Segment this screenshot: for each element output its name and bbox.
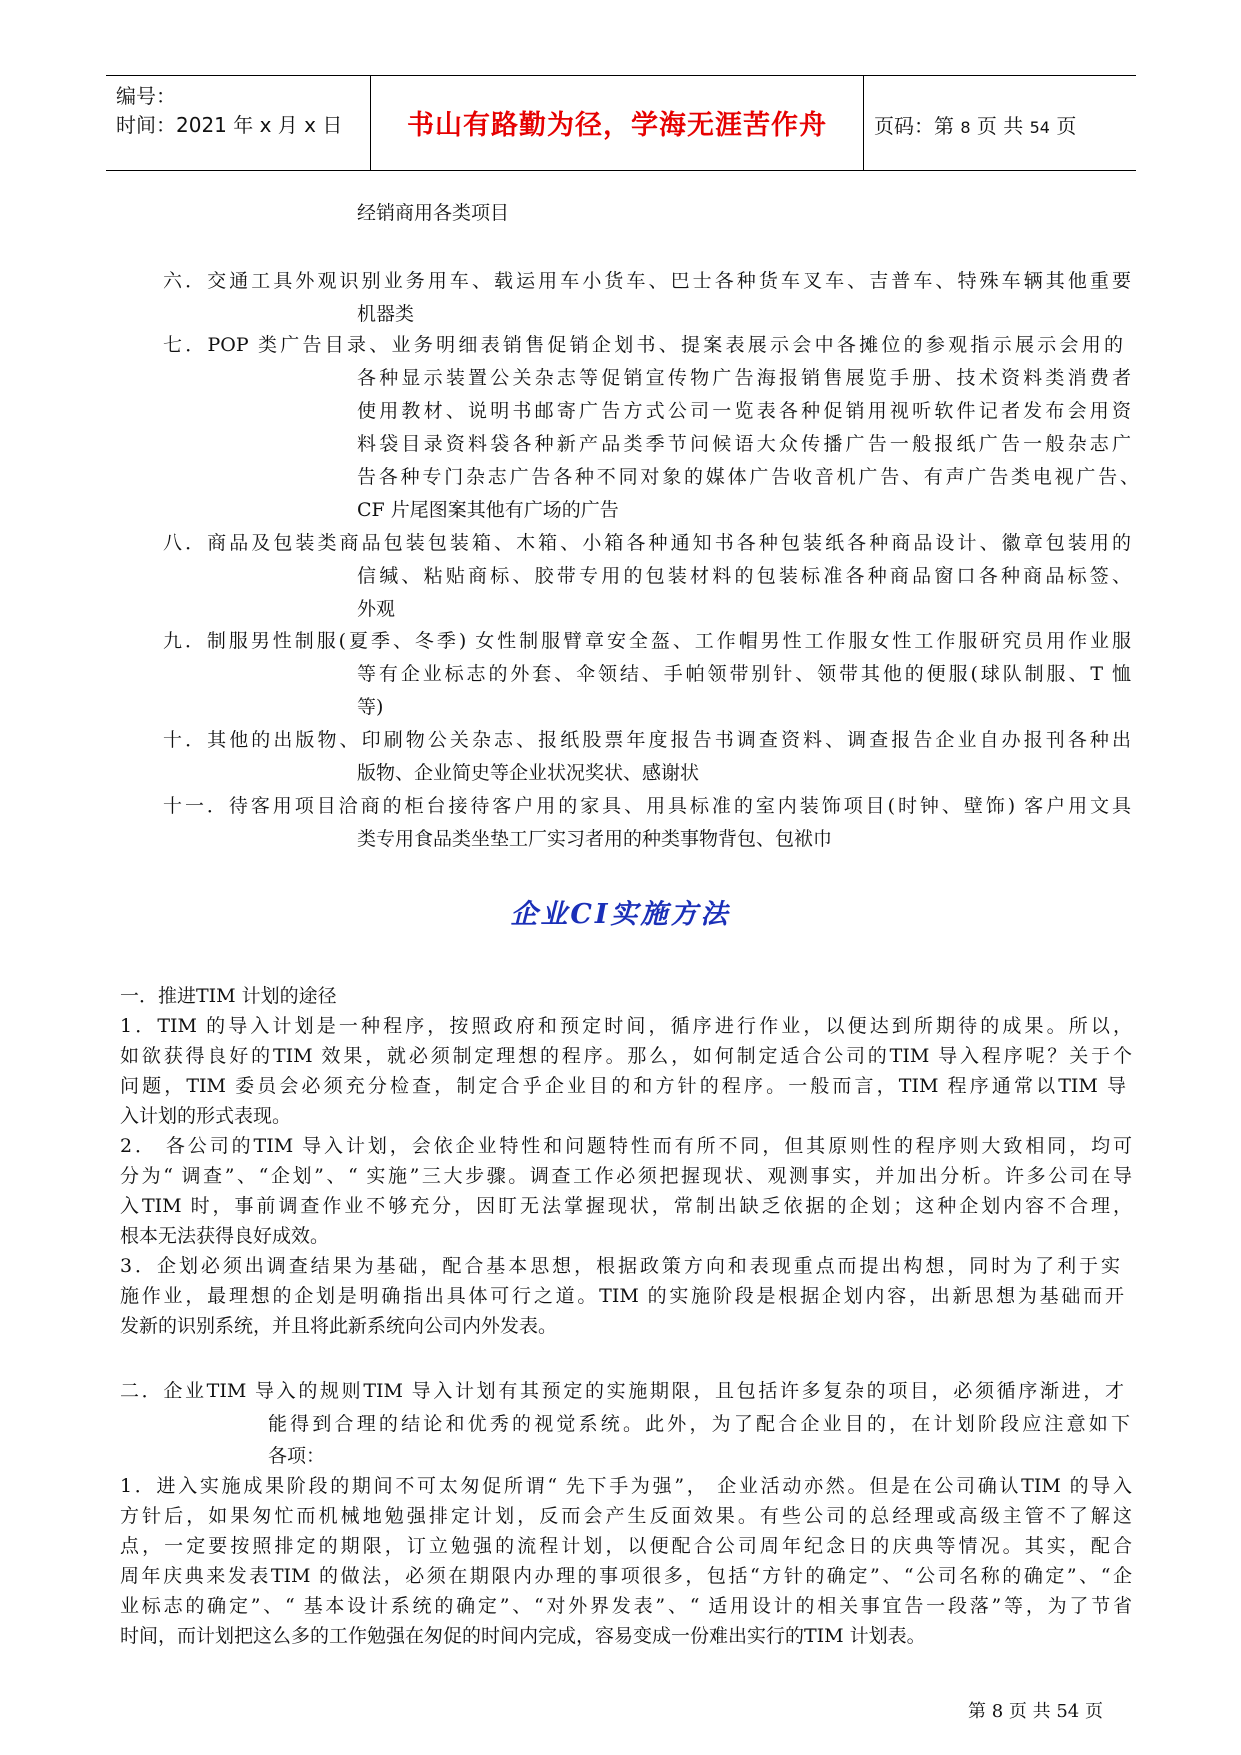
list-cont-line: 使用教材、说明书邮寄广告方式公司一览表各种促销用视听软件记者发布会用资 <box>357 400 1131 422</box>
list-cont-line: 等有企业标志的外套、伞领结、手帕领带别针、领带其他的便服(球队制服、T 恤 <box>357 663 1131 685</box>
body-line: 能得到合理的结论和优秀的视觉系统。此外，为了配合企业目的，在计划阶段应注意如下 <box>268 1413 1130 1435</box>
date-label: 时间：2021 年 x 月 x 日 <box>116 113 343 137</box>
body-line: 施作业，最理想的企划是明确指出具体可行之道。TIM 的实施阶段是根据企划内容，出新思想为基础而开 <box>120 1285 1124 1307</box>
header-info-cell <box>106 76 370 170</box>
body-line: 一．推进TIM 计划的途径 <box>120 985 337 1007</box>
page-indicator <box>874 110 1076 139</box>
page-prefix: 页码：第 <box>874 114 961 138</box>
list-lead-line: 六．交通工具外观识别业务用车、载运用车小货车、巴士各种货车叉车、吉普车、特殊车辆其他重要 <box>163 270 1131 292</box>
list-lead-line: 十．其他的出版物、印刷物公关杂志、报纸股票年度报告书调查资料、调查报告企业自办报刊各种出 <box>163 729 1131 751</box>
list-cont-line: 信缄、粘贴商标、胶带专用的包装材料的包装标准各种商品窗口各种商品标签、 <box>357 565 1131 587</box>
page-suffix: 页 <box>1049 114 1077 138</box>
list-cont-line: CF 片尾图案其他有广场的广告 <box>357 499 619 521</box>
body-line: 1．进入实施成果阶段的期间不可太匆促所谓“ 先下手为强”， 企业活动亦然。但是在公司确认TIM 的导入 <box>120 1475 1132 1497</box>
list-cont-line: 外观 <box>357 598 396 620</box>
motto: 书山有路勤为径，学海无涯苦作舟 <box>407 110 827 141</box>
body-line: 业标志的确定”、“ 基本设计系统的确定”、“对外界发表”、“ 适用设计的相关事宜告一段落”等，为了节省 <box>120 1595 1132 1617</box>
body-line: 周年庆典来发表TIM 的做法，必须在期限内办理的事项很多，包括“方针的确定”、“公司名称的确定”、“企 <box>120 1565 1132 1587</box>
list-lead-line: 十一．待客用项目洽商的柜台接待客户用的家具、用具标准的室内装饰项目(时钟、壁饰) 客户用文具 <box>163 795 1131 817</box>
body-line: 分为“ 调查”、“企划”、“ 实施”三大步骤。调查工作必须把握现状、观测事实，并加出分析。许多公司在导 <box>120 1165 1132 1187</box>
list-cont-line: 机器类 <box>357 303 415 325</box>
page-footer: 第 8 页 共 54 页 <box>968 1701 1103 1722</box>
list-lead-line: 九．制服男性制服(夏季、冬季) 女性制服臂章安全盔、工作帽男性工作服女性工作服研究员用作业服 <box>163 630 1131 652</box>
header-motto-cell <box>370 76 864 170</box>
body-line: 时间，而计划把这么多的工作勉强在匆促的时间内完成，容易变成一份难出实行的TIM 计划表。 <box>120 1625 926 1647</box>
body-line: 2． 各公司的TIM 导入计划，会依企业特性和问题特性而有所不同，但其原则性的程序则大致相同，均可 <box>120 1135 1132 1157</box>
body-line: 方针后，如果匆忙而机械地勉强排定计划，反而会产生反面效果。有些公司的总经理或高级主管不了解这 <box>120 1505 1132 1527</box>
list-cont-line: 版物、企业简史等企业状况奖状、感谢状 <box>357 762 700 784</box>
header-page-cell <box>862 76 1136 170</box>
page-header <box>106 75 1136 171</box>
section-title: 企业CI实施方法 <box>510 899 731 930</box>
body-line: 入计划的形式表现。 <box>120 1105 292 1127</box>
list-lead-line: 八．商品及包装类商品包装包装箱、木箱、小箱各种通知书各种包装纸各种商品设计、徽章包装用的 <box>163 532 1131 554</box>
list-cont-line: 料袋目录资料袋各种新产品类季节问候语大众传播广告一般报纸广告一般杂志广 <box>357 433 1131 455</box>
list-cont-line: 类专用食品类坐垫工厂实习者用的种类事物背包、包袱巾 <box>357 828 833 850</box>
page-mid: 页 共 <box>970 114 1030 138</box>
body-line: 点，一定要按照排定的期限，订立勉强的流程计划，以便配合公司周年纪念日的庆典等情况。其实，配合 <box>120 1535 1132 1557</box>
page-total: 54 <box>1029 118 1050 137</box>
body-line: 根本无法获得良好成效。 <box>120 1225 330 1247</box>
list-cont-line: 等) <box>357 696 384 718</box>
body-line: 入TIM 时，事前调查作业不够充分，因盯无法掌握现状，常制出缺乏依据的企划；这种企划内容不合理， <box>120 1195 1132 1217</box>
page-number: 8 <box>960 118 971 137</box>
body-line: 如欲获得良好的TIM 效果，就必须制定理想的程序。那么，如何制定适合公司的TIM 导入程序呢？关于个 <box>120 1045 1132 1067</box>
body-line: 1．TIM 的导入计划是一种程序，按照政府和预定时间，循序进行作业，以便达到所期待的成果。所以， <box>120 1015 1132 1037</box>
list-cont-line: 经销商用各类项目 <box>357 202 510 224</box>
body-line: 问题，TIM 委员会必须充分检查，制定合乎企业目的和方针的程序。一般而言，TIM 程序通常以TIM 导 <box>120 1075 1126 1097</box>
list-cont-line: 各种显示装置公关杂志等促销宣传物广告海报销售展览手册、技术资料类消费者 <box>357 367 1131 389</box>
body-line: 3．企划必须出调查结果为基础，配合基本思想，根据政策方向和表现重点而提出构想，同时为了利于实 <box>120 1255 1120 1277</box>
serial-label: 编号： <box>116 84 176 108</box>
list-lead-line: 七．POP 类广告目录、业务明细表销售促销企划书、提案表展示会中各摊位的参观指示展示会用的 <box>163 334 1123 356</box>
body-line: 各项： <box>268 1445 326 1467</box>
body-line: 发新的识别系统，并且将此新系统向公司内外发表。 <box>120 1315 558 1337</box>
body-line: 二．企业TIM 导入的规则TIM 导入计划有其预定的实施期限，且包括许多复杂的项目，必须循序渐进，才 <box>120 1380 1124 1402</box>
list-cont-line: 告各种专门杂志广告各种不同对象的媒体广告收音机广告、有声广告类电视广告、 <box>357 466 1139 488</box>
